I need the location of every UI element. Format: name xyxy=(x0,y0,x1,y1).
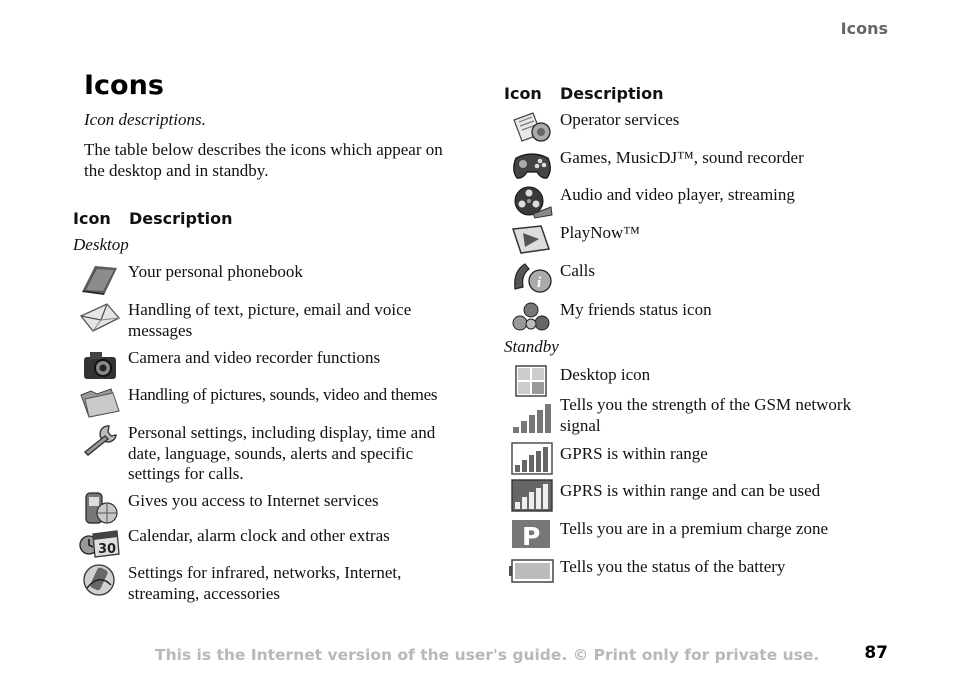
page-title: Icons xyxy=(84,70,164,101)
section-label-desktop: Desktop xyxy=(73,235,129,254)
operator-services-icon xyxy=(511,110,553,144)
subtitle: Icon descriptions. xyxy=(84,110,206,129)
phonebook-icon xyxy=(79,262,121,296)
header-description-label: Description xyxy=(129,209,233,228)
svg-text:i: i xyxy=(537,275,542,291)
header-icon-label: Icon xyxy=(504,84,542,103)
running-head: Icons xyxy=(840,19,888,38)
friends-icon xyxy=(511,300,553,334)
section-label-standby: Standby xyxy=(504,337,559,356)
item-description: Tells you the strength of the GSM network signal xyxy=(560,395,852,435)
item-description: PlayNow™ xyxy=(560,223,640,242)
item-description: Tells you the status of the battery xyxy=(560,557,786,576)
internet-phone-icon xyxy=(79,491,121,525)
envelope-icon xyxy=(79,300,121,334)
calendar-icon xyxy=(79,526,121,560)
header-icon-label: Icon xyxy=(73,209,111,228)
signal-strength-icon xyxy=(511,401,553,435)
item-description: My friends status icon xyxy=(560,300,712,319)
folder-icon xyxy=(79,385,121,419)
item-description: Games, MusicDJ™, sound recorder xyxy=(560,148,804,167)
gamepad-icon xyxy=(511,148,553,182)
connectivity-icon xyxy=(79,563,121,597)
svg-text:P: P xyxy=(522,522,541,551)
item-description: Calls xyxy=(560,261,595,280)
premium-p-icon xyxy=(511,518,553,552)
gprs-range-icon xyxy=(511,442,553,476)
item-description: Desktop icon xyxy=(560,365,651,384)
item-description: Handling of text, picture, email and voice messages xyxy=(128,300,412,340)
gprs-usable-icon xyxy=(511,479,553,513)
header-description-label: Description xyxy=(560,84,664,103)
wrench-icon xyxy=(79,423,121,457)
svg-text:30: 30 xyxy=(98,542,117,557)
item-description: Settings for infrared, networks, Internet, streaming, accessories xyxy=(128,563,402,603)
playnow-icon xyxy=(511,223,553,257)
item-description: Audio and video player, streaming xyxy=(560,185,795,204)
item-description: Gives you access to Internet services xyxy=(128,491,379,510)
item-description: Your personal phonebook xyxy=(128,262,303,281)
intro-paragraph: The table below describes the icons which appear on the desktop and in standby. xyxy=(84,140,443,180)
item-description: Camera and video recorder functions xyxy=(128,348,381,367)
desktop-grid-icon xyxy=(511,365,553,399)
item-description: Calendar, alarm clock and other extras xyxy=(128,526,390,545)
item-description: Operator services xyxy=(560,110,680,129)
film-reel-icon xyxy=(511,185,553,219)
item-description: Handling of pictures, sounds, video and themes xyxy=(128,385,438,404)
item-description: GPRS is within range and can be used xyxy=(560,481,821,500)
calls-icon xyxy=(511,261,553,295)
footer-note: This is the Internet version of the user's guide. © Print only for private use. xyxy=(155,646,820,664)
page-number: 87 xyxy=(864,643,888,663)
item-description: Personal settings, including display, time and date, language, sounds, alerts and specific settings for calls. xyxy=(128,423,436,483)
item-description: Tells you are in a premium charge zone xyxy=(560,519,829,538)
camera-icon xyxy=(79,348,121,382)
battery-icon xyxy=(509,557,555,591)
item-description: GPRS is within range xyxy=(560,444,708,463)
